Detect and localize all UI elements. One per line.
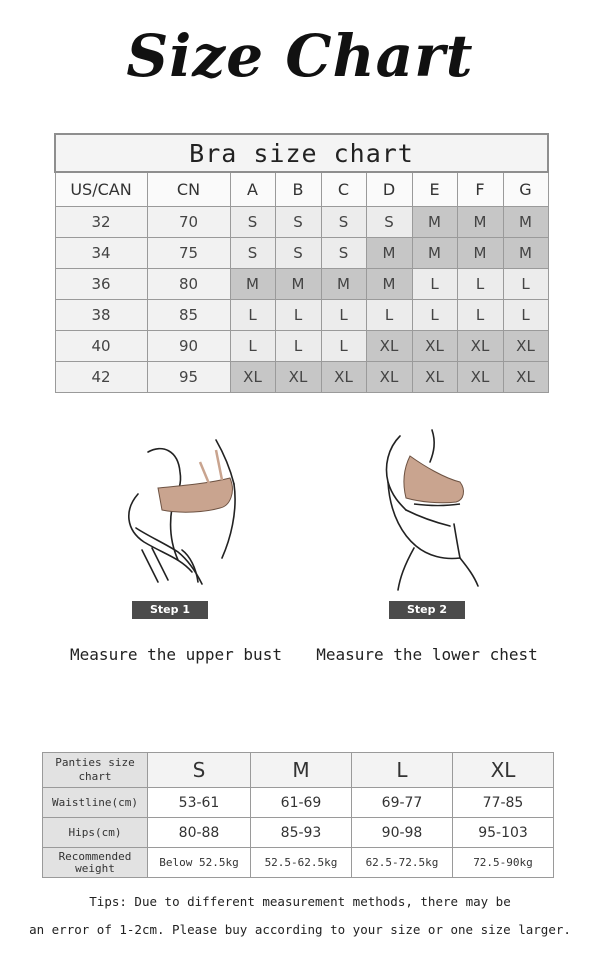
- cn-size: 95: [147, 362, 230, 393]
- panties-chart-label: Panties size chart: [43, 753, 148, 788]
- size-cell: M: [321, 269, 366, 300]
- cn-size: 85: [147, 300, 230, 331]
- size-cell: M: [503, 207, 548, 238]
- table-cell: 90-98: [352, 818, 453, 848]
- table-cell: 61-69: [251, 788, 352, 818]
- size-cell: M: [366, 238, 412, 269]
- us-size: 38: [55, 300, 147, 331]
- table-cell: 69-77: [352, 788, 453, 818]
- size-cell: XL: [230, 362, 275, 393]
- row-label: Waistline(cm): [43, 788, 148, 818]
- table-row: [55, 238, 548, 269]
- size-cell: M: [412, 207, 457, 238]
- size-cell: L: [503, 300, 548, 331]
- col-header: D: [366, 172, 412, 207]
- table-cell: 80-88: [148, 818, 251, 848]
- table-row: [43, 818, 554, 848]
- size-cell: M: [275, 269, 321, 300]
- table-cell: 53-61: [148, 788, 251, 818]
- table-cell: 95-103: [453, 818, 554, 848]
- table-row: [43, 788, 554, 818]
- size-cell: XL: [366, 331, 412, 362]
- tips-line-1: Tips: Due to different measurement methods, there may be: [89, 894, 511, 909]
- panties-header-row: [43, 753, 554, 788]
- table-cell: 85-93: [251, 818, 352, 848]
- table-cell: 62.5-72.5kg: [352, 848, 453, 878]
- col-header: US/CAN: [55, 172, 147, 207]
- col-header: A: [230, 172, 275, 207]
- col-header: L: [352, 753, 453, 788]
- size-cell: M: [412, 238, 457, 269]
- us-size: 40: [55, 331, 147, 362]
- table-cell: Below 52.5kg: [148, 848, 251, 878]
- panties-size-table: [42, 752, 554, 878]
- us-size: 32: [55, 207, 147, 238]
- size-cell: L: [412, 300, 457, 331]
- size-cell: XL: [457, 331, 503, 362]
- cn-size: 75: [147, 238, 230, 269]
- tips-line-2: an error of 1-2cm. Please buy according to your size or one size larger.: [29, 922, 571, 937]
- bra-table-header: [55, 172, 548, 207]
- upper-bust-illustration: [118, 432, 248, 592]
- size-cell: L: [230, 331, 275, 362]
- size-cell: XL: [366, 362, 412, 393]
- bra-table-caption: Bra size chart: [55, 134, 548, 172]
- col-header: E: [412, 172, 457, 207]
- size-cell: XL: [321, 362, 366, 393]
- table-row: [43, 848, 554, 878]
- size-cell: L: [412, 269, 457, 300]
- col-header: M: [251, 753, 352, 788]
- size-cell: M: [457, 207, 503, 238]
- size-cell: S: [321, 238, 366, 269]
- size-cell: XL: [503, 331, 548, 362]
- table-row: [55, 362, 548, 393]
- us-size: 42: [55, 362, 147, 393]
- col-header: XL: [453, 753, 554, 788]
- size-cell: M: [503, 238, 548, 269]
- col-header: C: [321, 172, 366, 207]
- step-2-caption: Measure the lower chest: [316, 645, 538, 664]
- table-row: [55, 300, 548, 331]
- size-cell: M: [366, 269, 412, 300]
- size-cell: XL: [457, 362, 503, 393]
- lower-chest-illustration: [374, 426, 484, 592]
- table-cell: 52.5-62.5kg: [251, 848, 352, 878]
- us-size: 36: [55, 269, 147, 300]
- step-2-badge: Step 2: [389, 601, 465, 619]
- size-cell: S: [321, 207, 366, 238]
- step-1-caption: Measure the upper bust: [70, 645, 282, 664]
- bra-size-table: [54, 133, 549, 393]
- us-size: 34: [55, 238, 147, 269]
- table-cell: 77-85: [453, 788, 554, 818]
- size-cell: XL: [412, 331, 457, 362]
- table-row: [55, 331, 548, 362]
- size-cell: L: [503, 269, 548, 300]
- row-label: Hips(cm): [43, 818, 148, 848]
- cn-size: 80: [147, 269, 230, 300]
- size-cell: L: [366, 300, 412, 331]
- size-cell: S: [366, 207, 412, 238]
- size-cell: L: [321, 331, 366, 362]
- cn-size: 90: [147, 331, 230, 362]
- size-cell: XL: [412, 362, 457, 393]
- size-cell: S: [230, 238, 275, 269]
- size-cell: L: [275, 300, 321, 331]
- size-cell: M: [230, 269, 275, 300]
- size-cell: S: [275, 207, 321, 238]
- cn-size: 70: [147, 207, 230, 238]
- col-header: S: [148, 753, 251, 788]
- size-cell: XL: [275, 362, 321, 393]
- size-cell: S: [230, 207, 275, 238]
- size-cell: L: [457, 269, 503, 300]
- col-header: F: [457, 172, 503, 207]
- table-row: [55, 207, 548, 238]
- step-1-badge: Step 1: [132, 601, 208, 619]
- size-cell: S: [275, 238, 321, 269]
- col-header: B: [275, 172, 321, 207]
- size-cell: XL: [503, 362, 548, 393]
- size-cell: L: [321, 300, 366, 331]
- size-cell: L: [275, 331, 321, 362]
- table-row: [55, 269, 548, 300]
- table-cell: 72.5-90kg: [453, 848, 554, 878]
- col-header: G: [503, 172, 548, 207]
- row-label: Recommended weight: [43, 848, 148, 878]
- size-cell: L: [457, 300, 503, 331]
- col-header: CN: [147, 172, 230, 207]
- size-cell: M: [457, 238, 503, 269]
- size-cell: L: [230, 300, 275, 331]
- page-title: Size Chart: [126, 22, 474, 90]
